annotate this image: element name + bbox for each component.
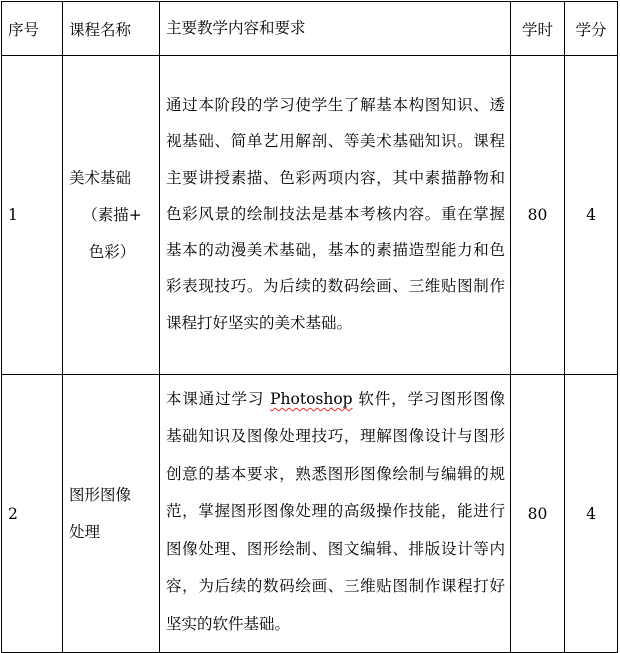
description-text: 通过本阶段的学习使学生了解基本构图知识、透视基础、简单艺用解剖、等美术基础知识。课程主要讲授素描、色彩两项内容，其中素描静物和色彩风景的绘制技法是基本考核内容。重在掌握基本的动漫美术基础，基本的素描造型能力和色彩表现技巧。为后续的数码绘画、三维贴图制作课程打好坚实的美术基础。 xyxy=(166,96,505,332)
header-seq: 序号 xyxy=(2,2,63,56)
header-course-name: 课程名称 xyxy=(63,2,160,56)
table-row xyxy=(2,375,618,653)
description-text-rest: 软件，学习图形图像基础知识及图像处理技巧，理解图像设计与图形创意的基本要求，熟悉图形图像绘制与编辑的规范，掌握图形图像处理的高级操作技能，能进行图像处理、图形绘制、图文编辑、排版设计等内容，为后续的数码绘画、三维贴图制作课程打好坚实的软件基础。 xyxy=(166,390,505,633)
table-row xyxy=(2,56,618,375)
course-name-line: （素描+ xyxy=(82,205,142,224)
header-hours: 学时 xyxy=(511,2,565,56)
course-name-line: 色彩） xyxy=(88,242,136,261)
course-name-line: 美术基础 xyxy=(69,168,132,187)
row-description xyxy=(160,375,511,653)
header-credit: 学分 xyxy=(565,2,618,56)
software-name: Photoshop xyxy=(270,390,353,409)
row-credit: 4 xyxy=(565,375,618,653)
row-seq: 2 xyxy=(2,375,63,653)
course-table xyxy=(1,1,618,653)
course-name-line: 图形图像 xyxy=(69,485,132,504)
row-hours: 80 xyxy=(511,375,565,653)
header-description: 主要教学内容和要求 xyxy=(160,2,511,56)
table-header-row xyxy=(2,2,618,56)
row-course-name xyxy=(63,375,160,653)
row-seq: 1 xyxy=(2,56,63,375)
course-name-line: 处理 xyxy=(69,522,101,541)
course-name-text xyxy=(69,477,155,551)
description-text xyxy=(166,381,505,643)
row-description xyxy=(160,56,511,375)
row-course-name xyxy=(63,56,160,375)
description-text-start: 本课通过学习 xyxy=(166,390,271,409)
row-credit: 4 xyxy=(565,56,618,375)
course-name-text xyxy=(69,160,155,271)
row-hours: 80 xyxy=(511,56,565,375)
